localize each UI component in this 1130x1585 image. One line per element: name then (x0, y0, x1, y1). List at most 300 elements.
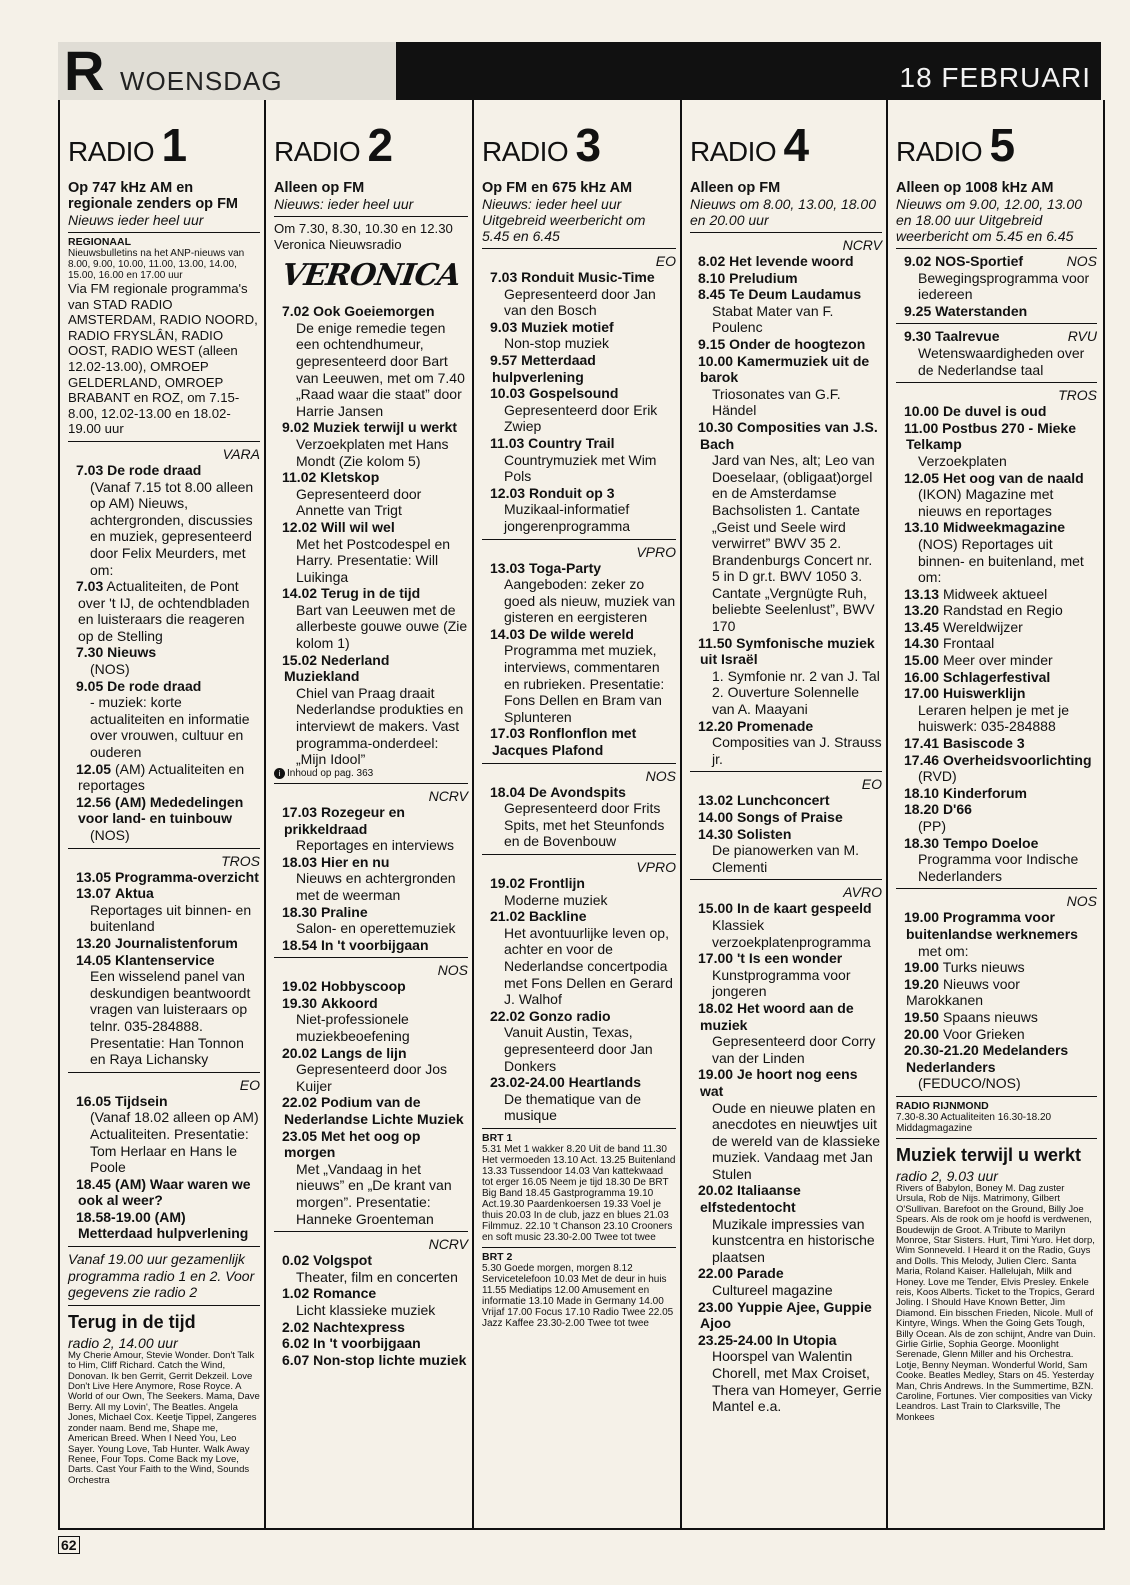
program-description: Reportages en interviews (296, 837, 454, 854)
program-entry (274, 978, 468, 995)
program-title: Italiaanse elfstedentocht (700, 1182, 801, 1216)
program-time: 7.30 (76, 644, 104, 661)
program-description: Bart van Leeuwen met de allerbeste gouwe ouwe (Zie kolom 1) (296, 601, 468, 652)
program-time: 8.10 (698, 269, 726, 286)
program-description: Gepresenteerd door Annette van Trigt (296, 485, 422, 519)
divider (482, 248, 676, 249)
divider (68, 1072, 260, 1073)
program-time: 12.03 (490, 484, 526, 501)
divider (690, 771, 882, 772)
program-time: 15.00 (698, 900, 734, 917)
broadcaster-label: NOS (645, 767, 676, 784)
program-description: De thematique van de musique (504, 1090, 641, 1124)
program-description: Jard van Nes, alt; Leo van Doeselaar, (obligaat)orgel en de Amsterdamse Bachsolisten 1. Cantate „Geist und Seele wird verwirret” BWV 35 2. Brandenburgs Concert nr. 5 in D gr.t. BWV 1050 3. Cantate „Vergnügte Ruh, beliebte Seelenlust”, BWV 170 (712, 452, 875, 635)
program-entry (68, 1176, 260, 1209)
news-info: Nieuws: ieder heel uur Uitgebreid weerbericht om 5.45 en 6.45 (482, 196, 646, 244)
program-time: 15.02 (282, 651, 318, 668)
broadcaster-label: NOS (437, 962, 468, 979)
program-title: Onder de hoogtezon (729, 335, 866, 352)
radio-title-number: 4 (783, 119, 810, 171)
program-description: (RVD) (918, 768, 957, 785)
program-title: Aktua (114, 885, 154, 902)
program-title: (AM) Metterdaad hulpverlening (78, 1208, 249, 1242)
program-title: Basiscode 3 (942, 735, 1025, 752)
program-entry (482, 784, 676, 850)
program-entry (274, 469, 468, 519)
program-entry (68, 578, 260, 644)
divider (274, 216, 468, 217)
program-title: Gospelsound (528, 385, 619, 402)
broadcaster-label: NOS (1066, 893, 1097, 910)
program-time: 14.00 (698, 809, 734, 825)
feature-title: Muziek terwijl u werkt (896, 1144, 1082, 1165)
program-time: 18.02 (698, 999, 734, 1016)
program-title: NOS-Sportief (935, 253, 1024, 269)
divider (482, 539, 676, 540)
program-entry (482, 560, 676, 626)
divider (68, 848, 260, 849)
program-time: 17.03 (282, 803, 318, 820)
rijnmond-schedule: 7.30-8.30 Actualiteiten 16.30-18.20 Middagmagazine (896, 1111, 1052, 1134)
radio-title-number: 2 (367, 119, 394, 171)
program-description: Wetenswaardigheden over de Nederlandse taal (918, 344, 1085, 378)
program-entry (274, 804, 468, 854)
program-title: De rode draad (107, 677, 202, 694)
program-description: (AM) Actualiteiten en reportages (78, 760, 245, 794)
column-radio-4 (682, 100, 888, 1528)
program-description: Met het Postcodespel en Harry. Presentatie: Will Luikinga (296, 535, 451, 585)
program-description: Met „Vandaag in het nieuws” en „De krant van morgen”. Presentatie: Hanneke Groenteman (296, 1160, 452, 1227)
program-title: Metterdaad hulpverlening (492, 351, 596, 385)
program-entry (274, 303, 468, 419)
program-time: 9.25 (904, 302, 932, 319)
program-time: 16.05 (76, 1092, 112, 1109)
program-description: 1. Symfonie nr. 2 van J. Tal 2. Ouverture Solennelle van A. Maayani (712, 667, 880, 718)
divider (482, 1128, 676, 1129)
program-entry (896, 619, 1097, 636)
program-time: 13.45 (904, 618, 940, 635)
program-entry (690, 336, 882, 353)
program-description: Voor Grieken (942, 1025, 1025, 1042)
program-description: Gepresenteerd door Erik Zwiep (504, 401, 658, 435)
program-description: (IKON) Magazine met nieuws en reportages (918, 486, 1054, 519)
program-entry (896, 959, 1097, 976)
program-entry (896, 303, 1097, 320)
program-title: De rode draad (107, 461, 202, 478)
program-description: Nieuws en achtergronden met de weerman (296, 870, 456, 903)
program-time: 21.02 (490, 908, 526, 925)
info-note (274, 768, 468, 779)
program-description: Salon- en operettemuziek (296, 920, 456, 937)
program-entry (274, 519, 468, 585)
program-time: 14.05 (76, 951, 112, 968)
program-entry (482, 908, 676, 1008)
program-title: In 't voorbijgaan (320, 936, 429, 953)
program-description: Muzikaal-informatief jongerenprogramma (504, 501, 631, 534)
program-time: 11.02 (282, 469, 317, 486)
news-info: Nieuws om 8.00, 13.00, 18.00 en 20.00 uur (690, 196, 877, 228)
program-title: Symfonische muziek uit Israël (700, 634, 875, 668)
brt2-label: BRT 2 (482, 1250, 513, 1263)
program-time: 18.04 (490, 783, 526, 800)
program-entry (690, 286, 882, 336)
program-entry (68, 935, 260, 952)
program-title: De Avondspits (528, 783, 626, 800)
program-title: Composities van J.S. Bach (700, 418, 878, 452)
radio-title (690, 118, 882, 172)
program-title: Het levende woord (729, 253, 854, 269)
program-time: 9.02 (904, 253, 932, 269)
program-description: Leraren helpen je met je huiswerk: 035-284888 (918, 701, 1069, 735)
broadcaster-label: AVRO (843, 884, 882, 901)
regional-bulletins: Nieuwsbulletins na het ANP-nieuws van 8.00, 9.00, 10.00, 11.00, 13.00, 14.00, 15.00, 16.00 en 17.00 uur (68, 248, 245, 281)
program-description: Bewegingsprogramma voor iedereen (918, 269, 1090, 303)
program-title: (AM) Waar waren we ook al weer? (78, 1175, 251, 1209)
feature-title: Terug in de tijd (68, 1311, 196, 1332)
program-description: Gepresenteerd door Jos Kuijer (296, 1061, 447, 1094)
program-time: 19.20 (904, 975, 940, 992)
radio-letter-logo: R (64, 39, 103, 102)
program-entry (274, 1094, 468, 1127)
program-entry (690, 270, 882, 287)
program-time: 18.20 (904, 801, 940, 818)
program-time: 12.20 (698, 717, 734, 734)
program-time: 13.03 (490, 559, 526, 576)
program-title: Lunchconcert (736, 792, 830, 809)
program-title: In Utopia (776, 1331, 837, 1348)
program-time: 7.03 (76, 578, 104, 595)
program-entry (274, 904, 468, 937)
divider (482, 1247, 676, 1248)
divider (896, 888, 1097, 889)
program-description: Wereldwijzer (942, 618, 1023, 635)
program-description: Theater, film en concerten (296, 1268, 458, 1285)
program-time: 14.30 (904, 635, 940, 652)
broadcaster-label: EO (239, 1076, 260, 1093)
program-entry (68, 952, 260, 1068)
program-time: 23.02-24.00 (490, 1074, 565, 1091)
program-title: Parade (736, 1265, 784, 1282)
program-time: 13.20 (76, 934, 112, 951)
program-time: 19.00 (904, 909, 940, 926)
program-title: Kinderforum (942, 784, 1027, 801)
veronica-note: Om 7.30, 8.30, 10.30 en 12.30 Veronica Nieuwsradio (274, 221, 453, 252)
program-title: Taalrevue (935, 328, 1000, 345)
divider (68, 232, 260, 233)
program-title: Tijdsein (114, 1092, 168, 1109)
rijnmond-label: RADIO RIJNMOND (896, 1099, 989, 1112)
program-entry (482, 435, 676, 485)
program-title: Je hoort nog eens wat (700, 1066, 858, 1099)
broadcaster-label: TROS (221, 852, 260, 869)
program-time: 7.02 (282, 303, 310, 320)
program-time: 12.05 (904, 469, 940, 486)
program-title: Te Deum Laudamus (729, 286, 862, 303)
program-entry (68, 462, 260, 578)
program-time: 19.30 (282, 994, 318, 1011)
radio-title-word: RADIO (896, 136, 983, 167)
news-info: Nieuws om 9.00, 12.00, 13.00 en 18.00 uur Uitgebreid weerbericht om 5.45 en 6.45 (896, 196, 1083, 244)
program-description: (NOS) Reportages uit binnen- en buitenland, met om: (918, 535, 1084, 586)
program-entry (896, 328, 1097, 378)
divider (274, 1231, 468, 1232)
program-description: Het avontuurlijke leven op, achter en voor de Nederlandse concertpodia met Fons Dellen en Gerard J. Walhof (504, 924, 673, 1008)
frequency-info: Op FM en 675 kHz AM (482, 180, 633, 196)
program-description: Stabat Mater van F. Poulenc (712, 302, 834, 336)
program-time: 12.02 (282, 518, 318, 535)
columns (58, 100, 1105, 1530)
program-time: 18.54 (282, 936, 318, 953)
program-title: Langs de lijn (320, 1044, 407, 1061)
program-title: Ook Goeiemorgen (313, 303, 435, 320)
program-description: - muziek: korte actualiteiten en informatie over vrouwen, cultuur en ouderen (90, 694, 250, 761)
program-entry (896, 976, 1097, 1009)
program-entry (896, 519, 1097, 585)
program-time: 20.02 (282, 1044, 318, 1061)
program-title: Nachtexpress (313, 1318, 405, 1335)
program-time: 16.00 (904, 668, 940, 685)
program-time: 14.03 (490, 625, 526, 642)
program-time: 8.45 (698, 286, 726, 303)
program-description: Verzoekplaten (918, 452, 1007, 469)
program-time: 10.00 (904, 403, 940, 420)
program-title: Gonzo radio (528, 1007, 611, 1024)
program-title: Ronduit Music-Time (521, 269, 655, 285)
program-title: Overheidsvoorlichting (942, 751, 1092, 768)
program-entry (274, 1128, 468, 1228)
program-time: 13.05 (76, 868, 112, 885)
program-entry (690, 1332, 882, 1415)
program-time: 22.00 (698, 1265, 734, 1282)
header-band (58, 39, 1101, 102)
program-time: 10.30 (698, 418, 734, 435)
program-entry (482, 725, 676, 758)
program-entry (68, 644, 260, 677)
column-radio-1 (60, 100, 266, 1528)
program-title: Yuppie Ajee, Guppie Ajoo (700, 1298, 872, 1332)
program-entry (896, 403, 1097, 420)
program-entry (690, 419, 882, 635)
veronica-logo: VERONICA (279, 258, 463, 294)
radio-title (482, 118, 676, 172)
program-entry (274, 652, 468, 768)
frequency-info: Alleen op FM (690, 180, 781, 196)
program-broadcaster: NOS (1066, 253, 1097, 269)
broadcaster-label: NCRV (428, 1236, 468, 1253)
closing-note: Vanaf 19.00 uur gezamenlijk programma radio 1 en 2. Voor gegevens zie radio 2 (68, 1251, 255, 1301)
program-title: Midweekmagazine (942, 519, 1066, 536)
column-radio-3 (474, 100, 682, 1528)
program-title: Rozegeur en prikkeldraad (284, 803, 405, 837)
program-description: (PP) (918, 818, 946, 834)
program-time: 9.02 (282, 419, 310, 436)
program-title: Tempo Doeloe (942, 834, 1039, 851)
program-time: 19.00 (698, 1066, 734, 1083)
program-time: 9.15 (698, 335, 726, 352)
program-title: In de kaart gespeeld (736, 900, 872, 917)
program-time: 17.03 (490, 725, 526, 742)
program-entry (482, 269, 676, 319)
program-time: 23.25-24.00 (698, 1331, 773, 1348)
program-description: Moderne muziek (504, 891, 608, 908)
program-time: 19.02 (282, 978, 318, 995)
program-time: 23.05 (282, 1127, 318, 1144)
program-entry (896, 835, 1097, 885)
program-title: Solisten (736, 825, 792, 842)
program-entry (68, 885, 260, 935)
program-title: Met het oog op morgen (284, 1127, 421, 1161)
program-time: 12.56 (76, 793, 112, 810)
program-title: Het oog van de naald (942, 469, 1084, 486)
day-label: WOENSDAG (120, 66, 283, 96)
program-time: 9.03 (490, 318, 518, 335)
program-description: (FEDUCO/NOS) (918, 1075, 1021, 1092)
date-label: 18 FEBRUARI (899, 62, 1091, 93)
program-title: Schlagerfestival (942, 668, 1051, 685)
program-description: Randstad en Regio (942, 602, 1063, 619)
program-time: 23.00 (698, 1298, 734, 1315)
program-entry (896, 470, 1097, 520)
program-time: 0.02 (282, 1252, 310, 1269)
feature-playlist: My Cherie Amour, Stevie Wonder. Don't Talk to Him, Cliff Richard. Catch the Wind, Donovan. Ik ben Gerrit, Gerrit Dekzeil. Love Don't Live Here Anymore, Rose Royce. A World of our Own, The Seekers. Mama, Dave Berry. All my Lovin', The Beatles. Angela Jones, Michael Cox. Keetje Tippel, Zangeres zonder naam. Bend me, Shape me, American Breed. When I Need You, Leo Sayer. Young Love, Tab Hunter. Walk Away Renee, Four Tops. Come Back my Love, Darts. Cast Your Faith to the Wind, Sounds Orchestra (68, 1349, 260, 1486)
broadcaster-label: NCRV (842, 237, 882, 253)
broadcaster-label: VPRO (636, 543, 676, 560)
program-entry (68, 869, 260, 886)
program-description: Meer over minder (942, 652, 1053, 669)
radio-title-word: RADIO (482, 136, 569, 167)
program-description: Oude en nieuwe platen en anecdotes en nieuwtjes uit de wereld van de klassieke muziek. Vandaag met Jan Stulen (712, 1099, 881, 1182)
program-entry (690, 353, 882, 419)
program-description: Vanuit Austin, Texas, gepresenteerd door Jan Donkers (504, 1024, 653, 1074)
program-title: Podium van de Nederlandse Lichte Muziek (284, 1094, 464, 1128)
program-time: 18.58-19.00 (76, 1208, 151, 1225)
program-entry (690, 253, 882, 270)
program-description: Klassiek verzoekplatenprogramma (712, 916, 871, 950)
program-description: Gepresenteerd door Frits Spits, met het Steunfonds en de Bovenbouw (504, 800, 665, 850)
program-title: Akkoord (320, 994, 378, 1011)
program-entry (690, 1299, 882, 1332)
program-description: met om: (918, 942, 969, 959)
frequency-info: Alleen op 1008 kHz AM (896, 180, 1054, 196)
program-entry (274, 854, 468, 904)
divider (68, 1246, 260, 1247)
program-entry (482, 1074, 676, 1124)
program-title: Non-stop lichte muziek (313, 1351, 467, 1368)
program-title: Medelanders Nederlanders (906, 1042, 1069, 1075)
divider (274, 957, 468, 958)
program-description: Hoorspel van Walentin Chorell, met Max Croiset, Thera van Homeyer, Gerrie Mantel e.a. (712, 1348, 882, 1415)
program-time: 11.50 (698, 634, 733, 651)
program-entry (690, 1265, 882, 1298)
program-description: Muzikale impressies van kunstcentra en historische plaatsen (712, 1215, 875, 1265)
program-time: 9.57 (490, 351, 518, 368)
program-title: Terug in de tijd (320, 585, 421, 602)
program-broadcaster: RVU (1067, 328, 1097, 345)
program-title: Volgspot (313, 1252, 372, 1269)
program-entry (274, 1045, 468, 1095)
radio-title-number: 1 (161, 119, 188, 171)
program-entry (896, 909, 1097, 959)
program-entry (482, 319, 676, 352)
column-radio-5 (888, 100, 1101, 1528)
program-entry (690, 826, 882, 876)
program-time: 10.03 (490, 385, 526, 402)
program-title: De wilde wereld (528, 625, 634, 642)
program-entry (896, 752, 1097, 785)
program-description: Programma voor Indische Nederlanders (918, 851, 1079, 884)
program-title: Hier en nu (320, 853, 390, 870)
divider (896, 248, 1097, 249)
program-time: 9.05 (76, 677, 104, 694)
program-title: In 't voorbijgaan (313, 1335, 421, 1352)
program-title: Huiswerklijn (942, 685, 1026, 702)
program-title: Songs of Praise (736, 809, 843, 825)
program-title: (AM) Mededelingen voor land- en tuinbouw (78, 793, 244, 827)
program-entry (896, 1042, 1097, 1092)
page-number: 62 (58, 1536, 80, 1554)
program-time: 20.02 (698, 1182, 734, 1199)
program-time: 2.02 (282, 1318, 310, 1335)
program-title: Programma-overzicht (114, 868, 259, 885)
radio-title (274, 118, 468, 172)
feature-playlist: Rivers of Babylon, Boney M. Dag zuster Ursula, Rob de Nijs. Matrimony, Gilbert O'Sullivan. Barefoot on the Ground, Billy Joe Spears. Als de rook om je hoofd is verdwenen, Boudewijn de Groot. A Tribute to Marilyn Monroe, Star Sisters. Hurt, Timi Yuro. Het dorp, Wim Sonneveld. I Heard it on the Radio, Guys and Dolls. This Melody, Julien Clerc. Santa Maria, Roland Kaiser. Hallelujah, Milk and Honey. Love me Tender, Elvis Presley. Enkele reis, Koos Alberts. Ticket to the Tropics, Gerard Joling. I Should Have Known Better, Jim Diamond. Ein bisschen Frieden, Nicole. Mull of Kintyre, Wings. When the Going Gets Tough, Billy Ocean. Als de zon schijnt, Andre van Duin. Girlie Girlie, Sophia George. Moonlight Serenade, Glenn Miller and his Orchestra. Lotje, Benny Neyman. Wonderful World, Sam Cooke. Beatles Medley, Stars on 45. Yesterday Man, Chris Andrews. In the Summertime, BZN. Caroline, Fortunes. Vier composities van Vicky Leandros. Last Train to Clarksville, The Monkees (896, 1182, 1096, 1423)
divider (690, 879, 882, 880)
program-entry (482, 626, 676, 726)
program-entry (274, 1335, 468, 1352)
program-entry (68, 761, 260, 794)
regional-label: REGIONAAL (68, 236, 131, 248)
divider (274, 783, 468, 784)
program-entry (896, 685, 1097, 735)
program-time: 7.03 (490, 269, 518, 285)
divider (896, 1138, 1097, 1139)
program-title: Romance (313, 1285, 377, 1302)
divider (896, 323, 1097, 324)
program-entry (68, 794, 260, 844)
program-title: Het woord aan de muziek (700, 999, 854, 1033)
program-time: 12.05 (76, 760, 112, 777)
regional-text: Via FM regionale programma's van STAD RADIO AMSTERDAM, RADIO NOORD, RADIO FRYSLÂN, RADIO OOST, RADIO WEST (alleen 12.02-13.00), OMROEP GELDERLAND, OMROEP BRABANT en ROZ, om 7.15-8.00, 12.02-13.00 en 18.02-19.00 uur (68, 281, 258, 437)
program-description: Programma met muziek, interviews, commentaren en rubrieken. Presentatie: Fons Dellen en Bram van Splunteren (504, 642, 665, 725)
program-title: Journalistenforum (114, 934, 238, 951)
feature-subtitle: radio 2, 9.03 uur (896, 1167, 998, 1184)
program-time: 18.30 (904, 834, 940, 851)
broadcaster-label: EO (655, 253, 676, 269)
day-block (58, 39, 396, 102)
divider (690, 232, 882, 233)
program-title: D'66 (942, 801, 972, 818)
program-time: 9.30 (904, 328, 932, 345)
program-title: Preludium (729, 269, 798, 286)
program-entry (896, 1009, 1097, 1026)
program-entry (68, 1209, 260, 1242)
program-title: 't Is een wonder (736, 950, 843, 967)
program-description: Niet-professionele muziekbeoefening (296, 1011, 410, 1045)
program-entry (690, 950, 882, 1000)
broadcaster-label: TROS (1058, 387, 1097, 404)
program-description: Composities van J. Strauss jr. (712, 734, 882, 767)
radio-title-word: RADIO (68, 136, 155, 167)
program-entry (274, 1285, 468, 1318)
program-description: Licht klassieke muziek (296, 1301, 436, 1318)
program-description: Reportages uit binnen- en buitenland (90, 901, 252, 935)
program-entry (896, 602, 1097, 619)
program-entry (482, 1008, 676, 1074)
brt2-schedule: 5.30 Goede morgen, morgen 8.12 Servicetelefoon 10.03 Met de deur in huis 11.55 Mediatips 12.00 Amusement en informatie 13.10 Made in Germany 14.00 Vrijaf 17.00 Focus 17.10 Radio Twee 22.05 Jazz Kaffee 23.30-2.00 Twee tot twee (482, 1262, 674, 1329)
program-time: 13.07 (76, 885, 112, 902)
program-title: Waterstanden (935, 302, 1028, 319)
radio-title-word: RADIO (274, 136, 361, 167)
